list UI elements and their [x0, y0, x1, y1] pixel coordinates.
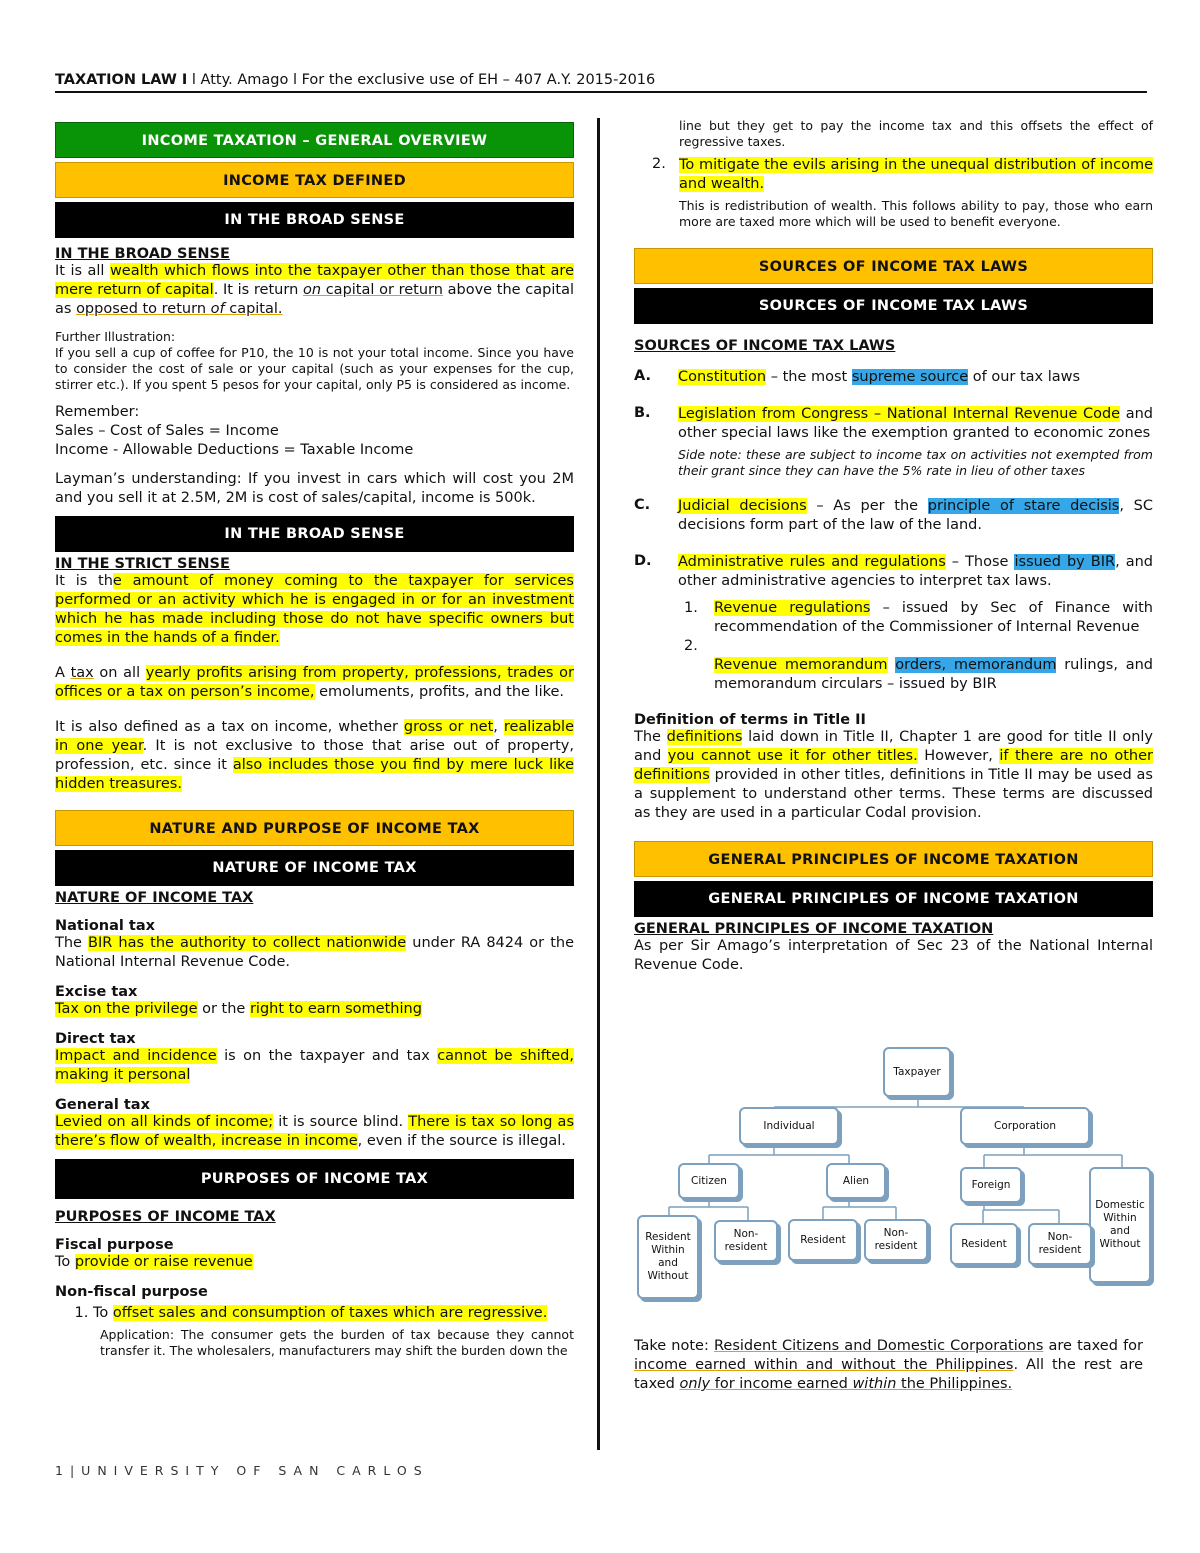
text: To — [55, 1254, 75, 1270]
node-citizen: Citizen — [678, 1163, 740, 1199]
highlight: Judicial decisions — [678, 498, 807, 514]
list-item — [93, 1304, 574, 1323]
highlight: To mitigate the evils arising in the unequal distribution of income and wealth. — [679, 157, 1153, 192]
further-illustration-title: Further Illustration: — [55, 329, 176, 344]
highlight: you cannot use it for other titles. — [667, 748, 918, 764]
highlight: Legislation from Congress – National Internal Revenue Code — [678, 406, 1121, 422]
highlight: Levied on all kinds of income; — [55, 1114, 274, 1130]
fiscal-purpose-title: Fiscal purpose — [55, 1237, 174, 1253]
highlight: There is tax so long as there’s flow of wealth, increase in income — [55, 1114, 574, 1149]
highlight: if there are no other definitions — [634, 748, 1154, 783]
strict-sense-paragraph-1 — [55, 572, 574, 648]
strict-sense-paragraph-2 — [55, 664, 574, 702]
text: of — [210, 301, 225, 317]
highlight: e amount of money coming to the taxpayer for services performed or an activity which he is engaged in or for an investment which he has made including those do not have specific owners but comes in the hands of a finder. — [55, 573, 574, 646]
node-individual: Individual — [739, 1107, 839, 1145]
text: A — [55, 665, 71, 681]
highlight: Impact and incidence — [55, 1048, 217, 1064]
text: rulings, and memorandum circulars – issued by BIR — [714, 657, 1154, 692]
list-item — [634, 156, 1153, 194]
node-alien-resident: Resident — [788, 1219, 858, 1261]
item2-note: This is redistribution of wealth. This follows ability to pay, those who earn more are taxed more which will be used to benefit everyone. — [679, 198, 1153, 229]
text: or the — [197, 1001, 250, 1017]
broad-sense-paragraph — [55, 262, 574, 319]
text: It is th — [55, 573, 113, 589]
right-column — [634, 118, 1153, 975]
text: , even if the source is illegal. — [357, 1133, 566, 1149]
text: within — [852, 1376, 897, 1392]
strict-sense-paragraph-3 — [55, 718, 574, 794]
source-b — [634, 405, 1153, 479]
list-letter: A. — [634, 368, 651, 384]
text: , — [493, 719, 504, 735]
node-alien-nonresident: Non-resident — [864, 1219, 928, 1261]
bar-nature-of-income-tax: NATURE OF INCOME TAX — [55, 850, 574, 886]
text: of our tax laws — [968, 369, 1081, 385]
highlight-blue: principle of stare decisis — [927, 498, 1120, 514]
column-divider — [597, 118, 600, 1450]
text: . It is return — [213, 282, 303, 298]
definition-paragraph — [634, 728, 1153, 823]
highlight-blue: supreme source — [851, 369, 969, 385]
remember-line-1: Sales – Cost of Sales = Income — [55, 423, 279, 439]
list-number: 2. — [684, 638, 698, 654]
list-letter: D. — [634, 553, 652, 569]
text: capital or return — [321, 282, 443, 298]
continued-text: line but they get to pay the income tax and this offsets the effect of regressive taxes. — [679, 118, 1153, 149]
node-citizen-nonresident: Non-resident — [714, 1220, 778, 1262]
text: on — [302, 282, 322, 298]
header-course-title: TAXATION LAW I — [55, 72, 188, 88]
text: and other special laws like the exemption granted to economic zones — [678, 406, 1153, 441]
application-text: Application: The consumer gets the burden of tax because they cannot transfer it. The wholesalers, manufacturers may shift the burden down the — [100, 1327, 574, 1358]
side-note: Side note: these are subject to income tax on activities not exempted from their grant since they can have the 5% rate in lieu of other taxes — [678, 447, 1153, 478]
node-domestic: Domestic Within and Without — [1089, 1167, 1151, 1283]
node-foreign: Foreign — [960, 1167, 1022, 1203]
excise-tax-title: Excise tax — [55, 984, 138, 1000]
text: laid down in Title II, Chapter 1 are good for title II only and — [634, 729, 1153, 764]
nonfiscal-purpose-title: Non-fiscal purpose — [55, 1284, 208, 1300]
text: for income earned — [710, 1376, 853, 1392]
page-footer: 1|UNIVERSITY OF SAN CARLOS — [55, 1463, 429, 1478]
text: income earned within and without the Philippines — [634, 1357, 1014, 1373]
header-rule — [55, 91, 1147, 93]
list-item — [684, 637, 1153, 656]
bar-sources-2: SOURCES OF INCOME TAX LAWS — [634, 288, 1153, 324]
purposes-title: PURPOSES OF INCOME TAX — [55, 1209, 276, 1225]
highlight-blue: issued by BIR — [1014, 554, 1116, 570]
node-alien: Alien — [826, 1163, 886, 1199]
page-header — [55, 72, 655, 88]
text: tax — [70, 665, 94, 681]
node-citizen-resident: Resident Within and Without — [637, 1215, 699, 1299]
strict-sense-title: IN THE STRICT SENSE — [55, 556, 230, 572]
highlight: definitions — [666, 729, 743, 745]
highlight: provide or raise revenue — [74, 1254, 253, 1270]
direct-tax-text — [55, 1047, 574, 1085]
list-number: 1. — [684, 600, 698, 616]
left-column — [55, 122, 574, 1359]
highlight: right to earn something — [249, 1001, 422, 1017]
source-d — [634, 553, 1153, 591]
highlight: cannot be shifted, making it personal — [55, 1048, 574, 1083]
highlight: Constitution — [678, 369, 767, 385]
header-subtitle: l Atty. Amago l For the exclusive use of EH – 407 A.Y. 2015-2016 — [187, 72, 656, 88]
text: – As per the — [806, 498, 928, 514]
highlight: Revenue regulations — [714, 600, 871, 616]
broad-sense-title: IN THE BROAD SENSE — [55, 246, 230, 262]
text: Take note: — [634, 1338, 714, 1354]
highlight: Administrative rules and regulations — [678, 554, 946, 570]
text: are taxed for — [1043, 1338, 1144, 1354]
text: It is all — [55, 263, 110, 279]
highlight: Tax on the privilege — [55, 1001, 198, 1017]
bar-general-overview: INCOME TAXATION – GENERAL OVERVIEW — [55, 122, 574, 158]
text: . All the rest are taxed — [634, 1357, 1143, 1392]
further-illustration-text: If you sell a cup of coffee for P10, the 10 is not your total income. Since you have to consider the cost of sale or your capital (such as your expenses for the cup, stirrer etc.). If you spent 5 pesos for your capital, only P5 is considered as income. — [55, 345, 574, 392]
bar-broad-sense-2: IN THE BROAD SENSE — [55, 516, 574, 552]
nature-title: NATURE OF INCOME TAX — [55, 890, 254, 906]
admin-subrules — [634, 599, 1153, 694]
text: opposed to return — [76, 301, 211, 317]
list-number: 2. — [652, 156, 666, 172]
taxpayer-classification-diagram — [634, 1045, 1159, 1305]
text: , SC decisions form part of the law of the land. — [678, 498, 1153, 533]
principles-title: GENERAL PRINCIPLES OF INCOME TAXATION — [634, 921, 994, 937]
text: provided in other titles, definitions in Title II may be used as a supplement to understand other terms. These terms are discussed as they are used in a particular Codal provision. — [634, 767, 1153, 821]
highlight: also includes those you find by mere luck like hidden treasures. — [55, 757, 574, 792]
highlight: Revenue memorandum — [714, 657, 888, 673]
take-note-paragraph — [634, 1337, 1143, 1394]
remember-title: Remember: — [55, 404, 140, 420]
national-tax-title: National tax — [55, 918, 155, 934]
layman-paragraph: Layman’s understanding: If you invest in cars which will cost you 2M and you sell it at 2.5M, 2M is cost of sales/capital, income is 500k. — [55, 471, 574, 506]
text: However, — [917, 748, 1000, 764]
node-foreign-nonresident: Non-resident — [1028, 1223, 1092, 1265]
principles-text: As per Sir Amago’s interpretation of Sec 23 of the National Internal Revenue Code. — [634, 938, 1153, 973]
text: only — [679, 1376, 711, 1392]
list-letter: B. — [634, 405, 651, 421]
text: It is also defined as a tax on income, whether — [55, 719, 404, 735]
highlight: yearly profits arising from property, professions, trades or offices or a tax on person’s income, — [55, 665, 574, 700]
general-tax-text — [55, 1113, 574, 1151]
text: capital. — [224, 301, 283, 317]
nonfiscal-list — [55, 1304, 574, 1323]
direct-tax-title: Direct tax — [55, 1031, 136, 1047]
bar-purposes: PURPOSES OF INCOME TAX — [55, 1159, 574, 1199]
text: on all — [93, 665, 146, 681]
highlight: BIR has the authority to collect nationwide — [88, 935, 407, 951]
text: it is source blind. — [273, 1114, 409, 1130]
bar-income-tax-defined: INCOME TAX DEFINED — [55, 162, 574, 198]
text: . It is not exclusive to those that arise out of property, profession, etc. since it — [55, 738, 574, 773]
source-c — [634, 497, 1153, 535]
node-corporation: Corporation — [960, 1107, 1090, 1145]
source-a — [634, 368, 1153, 387]
national-tax-text — [55, 934, 574, 972]
text: under RA 8424 or the National Internal Revenue Code. — [55, 935, 575, 970]
highlight-blue: orders, memorandum — [895, 657, 1057, 673]
node-foreign-resident: Resident — [950, 1223, 1018, 1265]
list-item-body — [684, 656, 1153, 694]
remember-line-2: Income - Allowable Deductions = Taxable Income — [55, 442, 414, 458]
text: Resident Citizens and Domestic Corporations — [713, 1338, 1044, 1354]
text: The — [634, 729, 667, 745]
text: is on the taxpayer and tax — [216, 1048, 438, 1064]
highlight: gross or net — [403, 719, 494, 735]
highlight: wealth which flows into the taxpayer other than those that are mere return of capital — [55, 263, 574, 298]
list-letter: C. — [634, 497, 651, 513]
definition-title: Definition of terms in Title II — [634, 712, 866, 728]
text: above the capital as — [55, 282, 574, 317]
text: emoluments, profits, and the like. — [314, 684, 565, 700]
text: To — [93, 1305, 113, 1321]
node-taxpayer: Taxpayer — [883, 1047, 951, 1097]
highlight: realizable in one year — [55, 719, 574, 754]
text: The — [55, 935, 89, 951]
text: – Those — [945, 554, 1015, 570]
text: – issued by Sec of Finance with recommendation of the Commissioner of Internal Revenue — [714, 600, 1154, 635]
fiscal-purpose-text — [55, 1253, 574, 1272]
bar-principles-2: GENERAL PRINCIPLES OF INCOME TAXATION — [634, 881, 1153, 917]
highlight: offset sales and consumption of taxes which are regressive. — [112, 1305, 548, 1321]
excise-tax-text — [55, 1000, 574, 1019]
sources-title: SOURCES OF INCOME TAX LAWS — [634, 338, 896, 354]
list-item — [684, 599, 1153, 637]
text: – the most — [766, 369, 852, 385]
bar-broad-sense: IN THE BROAD SENSE — [55, 202, 574, 238]
bar-nature-and-purpose: NATURE AND PURPOSE OF INCOME TAX — [55, 810, 574, 846]
bar-principles-1: GENERAL PRINCIPLES OF INCOME TAXATION — [634, 841, 1153, 877]
bar-sources-1: SOURCES OF INCOME TAX LAWS — [634, 248, 1153, 284]
text: the Philippines. — [896, 1376, 1013, 1392]
text: , and other administrative agencies to interpret tax laws. — [678, 554, 1153, 589]
general-tax-title: General tax — [55, 1097, 150, 1113]
